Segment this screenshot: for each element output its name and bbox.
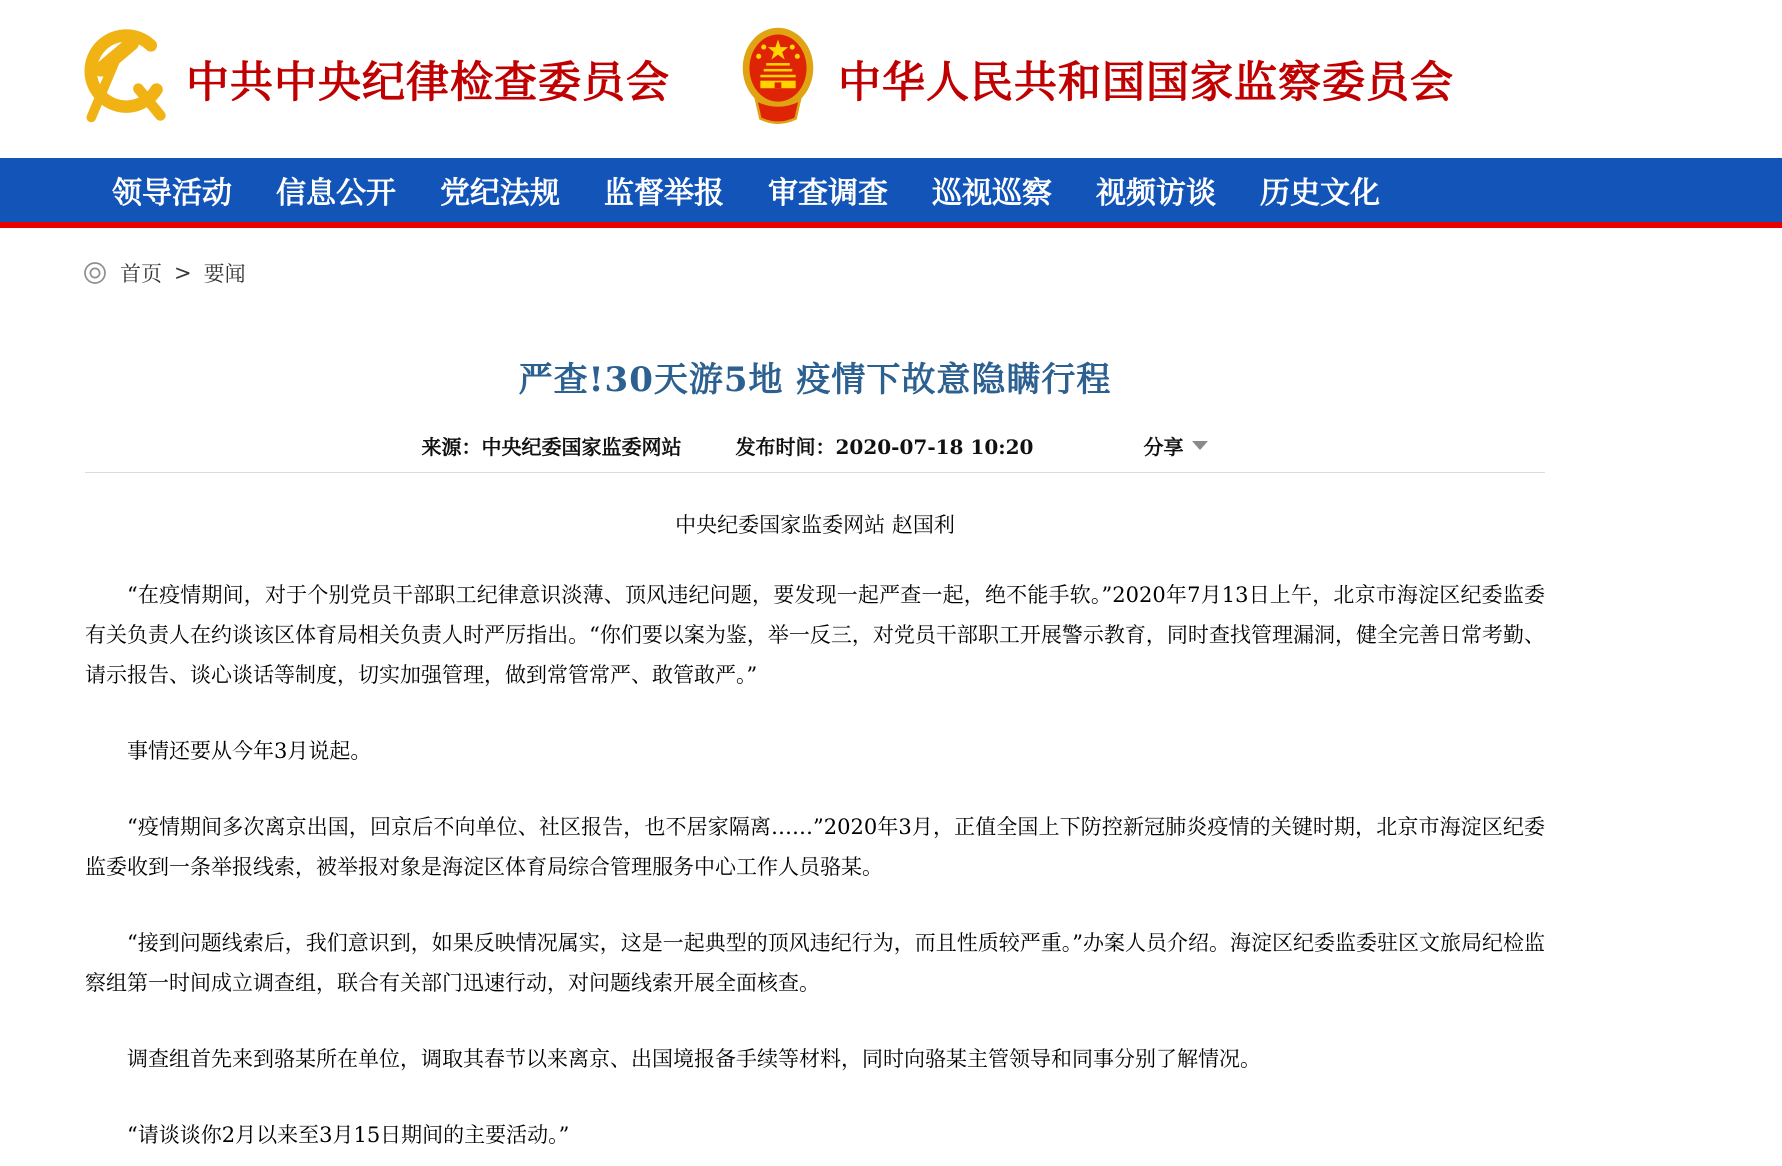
chevron-down-icon xyxy=(1192,441,1208,450)
location-pin-icon xyxy=(82,260,108,286)
article-byline: 中央纪委国家监委网站 赵国利 xyxy=(675,513,955,537)
article-paragraph: 调查组首先来到骆某所在单位，调取其春节以来离京、出国境报备手续等材料，同时向骆某主管领导和同事分别了解情况。 xyxy=(127,1047,1261,1071)
breadcrumb-section[interactable]: 要闻 xyxy=(203,262,246,286)
nav-item[interactable]: 党纪法规 xyxy=(440,176,560,211)
article-paragraph: “疫情期间多次离京出国，回京后不向单位、社区报告，也不居家隔离……”2020年3月，正值全国上下防控新冠肺炎疫情的关键时期，北京市海淀区纪委监委收到一条举报线索，被举报对象是海淀区体育局综合管理服务中心工作人员骆某。 xyxy=(85,815,1545,879)
nav-item[interactable]: 巡视巡察 xyxy=(932,176,1052,211)
article xyxy=(85,352,1545,1155)
article-paragraph: “请谈谈你2月以来至3月15日期间的主要活动。” xyxy=(127,1123,570,1147)
article-title: 严查!30天游5地 疫情下故意隐瞒行程 xyxy=(518,360,1112,400)
source-label: 来源： xyxy=(421,435,482,459)
article-publish-time xyxy=(736,431,1034,460)
brand-ccdi-name: 中共中央纪律检查委员会 xyxy=(186,57,670,108)
breadcrumb-home[interactable]: 首页 xyxy=(120,262,162,286)
article-paragraph: 事情还要从今年3月说起。 xyxy=(127,739,372,763)
brand-nsc-name: 中华人民共和国国家监察委员会 xyxy=(838,57,1454,108)
article-paragraph: “在疫情期间，对于个别党员干部职工纪律意识淡薄、顶风违纪问题，要发现一起严查一起，绝不能手软。”2020年7月13日上午，北京市海淀区纪委监委有关负责人在约谈该区体育局相关负责人时严厉指出。“你们要以案为鉴，举一反三，对党员干部职工开展警示教育，同时查找管理漏洞，健全完善日常考勤、请示报告、谈心谈话等制度，切实加强管理，做到常管常严、敢管敢严。” xyxy=(85,583,1545,687)
nav-item[interactable]: 审查调查 xyxy=(768,176,888,211)
brand-ccdi[interactable] xyxy=(74,29,670,129)
nav-item[interactable]: 监督举报 xyxy=(604,176,724,211)
site-header xyxy=(0,0,1782,158)
article-paragraph: “接到问题线索后，我们意识到，如果反映情况属实，这是一起典型的顶风违纪行为，而且性质较严重。”办案人员介绍。海淀区纪委监委驻区文旅局纪检监察组第一时间成立调查组，联合有关部门迅速行动，对问题线索开展全面核查。 xyxy=(85,931,1545,995)
national-emblem-icon xyxy=(736,24,820,134)
article-source xyxy=(422,431,682,460)
brand-nsc[interactable] xyxy=(736,24,1454,134)
publish-time-label: 发布时间： xyxy=(735,435,836,459)
share-label: 分享 xyxy=(1143,435,1184,459)
accent-stripe xyxy=(0,222,1782,228)
meta-divider xyxy=(85,472,1545,473)
main-nav xyxy=(0,158,1782,222)
article-body xyxy=(85,575,1545,1155)
nav-item[interactable]: 视频访谈 xyxy=(1096,176,1216,211)
share-button[interactable] xyxy=(1143,431,1208,460)
breadcrumb-separator: > xyxy=(174,261,192,285)
nav-item[interactable]: 信息公开 xyxy=(276,176,396,211)
article-meta xyxy=(85,431,1545,460)
nav-item[interactable]: 历史文化 xyxy=(1260,176,1380,211)
source-value: 中央纪委国家监委网站 xyxy=(481,435,682,459)
publish-time-value: 2020-07-18 10:20 xyxy=(835,435,1034,459)
breadcrumb xyxy=(82,258,1782,288)
nav-item[interactable]: 领导活动 xyxy=(112,176,232,211)
party-emblem-icon xyxy=(74,29,170,129)
